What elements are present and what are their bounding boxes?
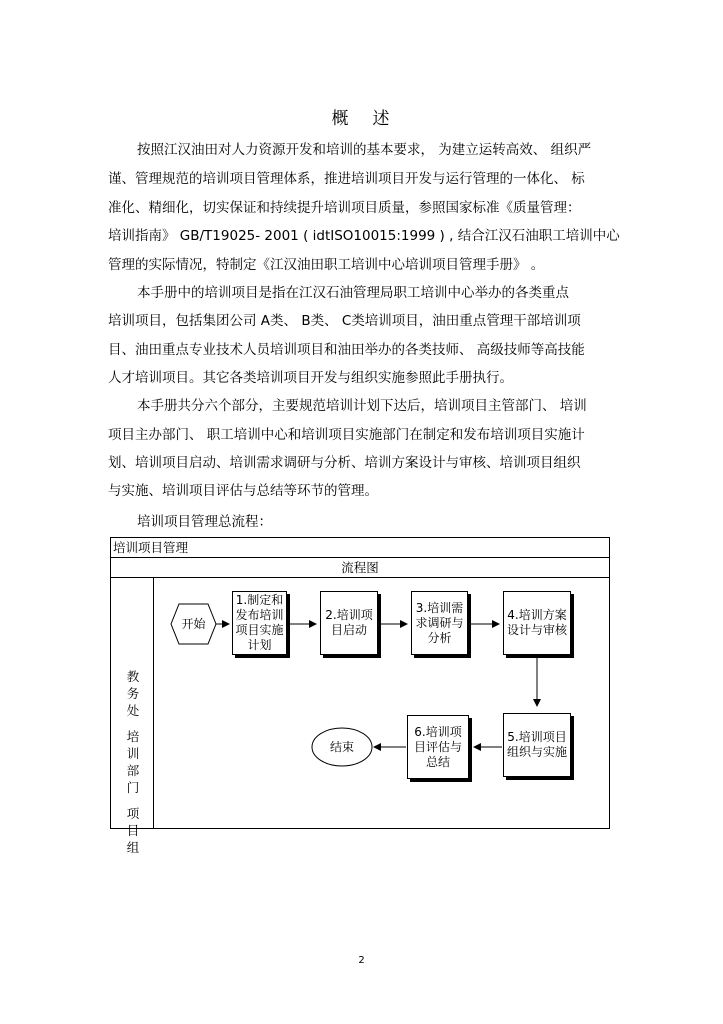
- step-4-node: 4.培训方案 设计与审核: [503, 591, 571, 655]
- paragraph-2-line-3: 目、油田重点专业技术人员培训项目和油田举办的各类技师、 高级技师等高技能: [108, 342, 585, 358]
- table-subtitle: 流程图: [111, 558, 609, 578]
- table-title: 培训项目管理: [111, 538, 609, 558]
- page-title: 概 述: [331, 109, 392, 129]
- paragraph-1-line-1: 按照江汉油田对人力资源开发和培训的基本要求， 为建立运转高效、 组织严: [137, 142, 592, 158]
- step-2-node: 2.培训项 目启动: [320, 591, 378, 655]
- paragraph-3-line-2: 项目主办部门、 职工培训中心和培训项目实施部门在制定和发布培训项目实施计: [108, 427, 585, 443]
- flow-caption: 培训项目管理总流程：: [137, 514, 272, 530]
- paragraph-2-line-1: 本手册中的培训项目是指在江汉石油管理局职工培训中心举办的各类重点: [137, 285, 569, 301]
- step-1-node: 1.制定和 发布培训 项目实施 计划: [232, 591, 287, 655]
- side-label: 教 务 处 培 训 部 门 项 目 组: [126, 669, 140, 855]
- paragraph-2-line-2: 培训项目，包括集团公司 A类、 B类、 C类培训项目，油田重点管理干部培训项: [108, 313, 581, 329]
- paragraph-1-line-5: 管理的实际情况，特制定《江汉油田职工培训中心培训项目管理手册》 。: [108, 257, 545, 273]
- paragraph-1-line-2: 谨、管理规范的培训项目管理体系，推进培训项目开发与运行管理的一体化、 标: [108, 171, 585, 187]
- start-node: 开始: [181, 616, 206, 631]
- paragraph-2-line-4: 人才培训项目。其它各类培训项目开发与组织实施参照此手册执行。: [108, 370, 513, 386]
- flowchart-table: [110, 537, 610, 855]
- page-number: 2: [358, 955, 365, 966]
- paragraph-3-line-3: 划、培训项目启动、培训需求调研与分析、培训方案设计与审核、培训项目组织: [108, 455, 581, 471]
- paragraph-1-line-4: 培训指南》 GB/T19025- 2001 ( idtISO10015:1999 ) , 结合江汉石油职工培训中心: [108, 228, 620, 244]
- step-5-node: 5.培训项目 组织与实施: [503, 713, 571, 777]
- flow-arrows: [111, 538, 609, 828]
- paragraph-3-line-1: 本手册共分六个部分，主要规范培训计划下达后，培训项目主管部门、 培训: [137, 398, 587, 414]
- step-3-node: 3.培训需 求调研与 分析: [411, 591, 468, 655]
- paragraph-1-line-3: 准化、精细化，切实保证和持续提升培训项目质量，参照国家标准《质量管理：: [108, 200, 581, 216]
- paragraph-3-line-4: 与实施、培训项目评估与总结等环节的管理。: [108, 483, 378, 499]
- end-node: 结束: [329, 739, 354, 754]
- step-6-node: 6.培训项 目评估与 总结: [407, 715, 469, 779]
